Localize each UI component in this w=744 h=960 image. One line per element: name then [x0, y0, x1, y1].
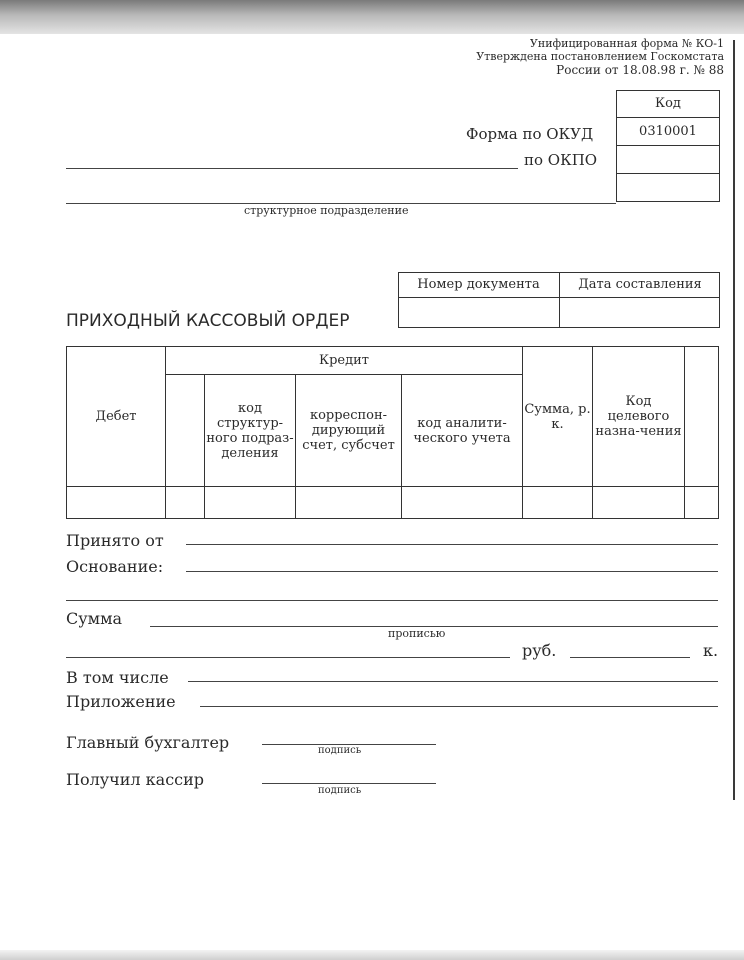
- sum-header: Сумма, р. к.: [523, 347, 593, 487]
- basis-label: Основание:: [66, 557, 164, 576]
- credit-blank-field[interactable]: [166, 487, 205, 519]
- debit-header: Дебет: [67, 347, 166, 487]
- kop-label: к.: [703, 641, 719, 660]
- kop-field[interactable]: [570, 657, 690, 658]
- doc-date-field[interactable]: [560, 298, 720, 328]
- analytic-code-field[interactable]: [402, 487, 523, 519]
- scan-bottom-shadow: [0, 950, 744, 960]
- extra-column-field[interactable]: [685, 487, 719, 519]
- rub-label: руб.: [522, 641, 557, 660]
- approval-date-caption: России от 18.08.98 г. № 88: [556, 63, 724, 77]
- okpo-label: по ОКПО: [524, 151, 598, 169]
- okud-label: Форма по ОКУД: [466, 125, 594, 143]
- attachment-field[interactable]: [200, 706, 718, 707]
- credit-blank-header: [166, 375, 205, 487]
- extra-code-field[interactable]: [616, 174, 720, 202]
- purpose-code-field[interactable]: [593, 487, 685, 519]
- debit-field[interactable]: [67, 487, 166, 519]
- document-title: ПРИХОДНЫЙ КАССОВЫЙ ОРДЕР: [66, 311, 350, 331]
- received-from-field[interactable]: [186, 544, 718, 545]
- basis-field-line2[interactable]: [66, 600, 718, 601]
- signature-caption-2: подпись: [318, 785, 362, 796]
- subdivision-code-header: код структур-ного подраз-деления: [205, 375, 296, 487]
- cashier-label: Получил кассир: [66, 770, 205, 789]
- kod-header: Код: [616, 90, 720, 118]
- signature-caption-1: подпись: [318, 745, 362, 756]
- received-from-label: Принято от: [66, 531, 164, 550]
- sum-words-field-line2[interactable]: [66, 657, 510, 658]
- subdivision-caption: структурное подразделение: [244, 204, 409, 217]
- in-words-caption: прописью: [388, 627, 446, 640]
- sum-field[interactable]: [523, 487, 593, 519]
- chief-accountant-label: Главный бухгалтер: [66, 733, 230, 752]
- cashier-signature-field[interactable]: [262, 783, 436, 784]
- scan-top-shadow: [0, 0, 744, 34]
- credit-header: Кредит: [166, 347, 523, 375]
- okud-code-value[interactable]: 0310001: [616, 118, 720, 146]
- sum-label: Сумма: [66, 609, 123, 628]
- doc-number-field[interactable]: [398, 298, 560, 328]
- corr-account-field[interactable]: [296, 487, 402, 519]
- form-code-caption: Унифицированная форма № КО-1: [529, 37, 724, 50]
- analytic-code-header: код аналити-ческого учета: [402, 375, 523, 487]
- attachment-label: Приложение: [66, 692, 176, 711]
- doc-date-header: Дата составления: [560, 272, 720, 298]
- doc-number-header: Номер документа: [398, 272, 560, 298]
- accounting-table: [66, 346, 719, 519]
- okpo-code-field[interactable]: [616, 146, 720, 174]
- basis-field[interactable]: [186, 571, 718, 572]
- including-field[interactable]: [188, 681, 718, 682]
- organization-line[interactable]: [66, 168, 518, 169]
- extra-column-header: [685, 347, 719, 487]
- subdivision-code-field[interactable]: [205, 487, 296, 519]
- approval-caption: Утверждена постановлением Госкомстата: [476, 50, 724, 63]
- including-label: В том числе: [66, 668, 169, 687]
- purpose-code-header: Код целевого назна-чения: [593, 347, 685, 487]
- form-right-edge: [733, 40, 735, 800]
- corr-account-header: корреспон-дирующий счет, субсчет: [296, 375, 402, 487]
